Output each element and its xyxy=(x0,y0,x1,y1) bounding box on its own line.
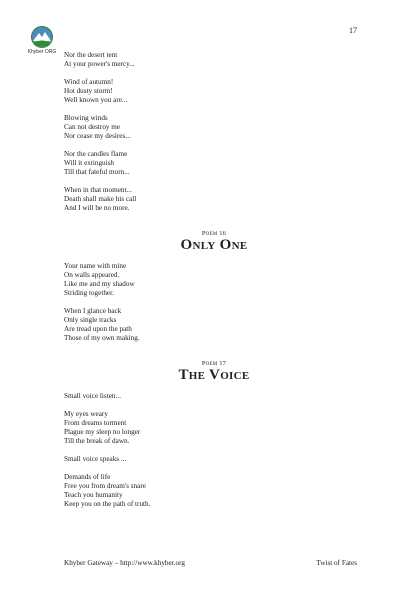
poem-line: Plague my sleep no longer xyxy=(64,428,141,436)
poem-line: When I glance back xyxy=(64,307,122,315)
stanza xyxy=(64,455,364,464)
poem-title: Only One xyxy=(180,237,248,253)
page-number: 17 xyxy=(349,26,357,35)
poem-line: Free you from dream's snare xyxy=(64,482,146,490)
stanza xyxy=(64,410,364,446)
poem-line: Your name with mine xyxy=(64,262,127,270)
poem-line: When in that moment... xyxy=(64,186,132,194)
logo xyxy=(22,26,62,55)
stanza xyxy=(64,307,364,343)
poem-line: Nor cease my desires... xyxy=(64,132,131,140)
poem-line: Keep you on the path of truth. xyxy=(64,500,151,508)
stanza xyxy=(64,114,364,141)
poem-line: Can not destroy me xyxy=(64,123,121,131)
stanza xyxy=(64,150,364,177)
poem-line: And I will be no more. xyxy=(64,204,130,212)
poem-line: Those of my own making. xyxy=(64,334,140,342)
stanza xyxy=(64,392,364,401)
page-content xyxy=(64,51,364,509)
stanza xyxy=(64,78,364,105)
poem-line: Blowing winds xyxy=(64,114,108,122)
poem-line: Death shall make his call xyxy=(64,195,137,203)
poem-line: Well known you are... xyxy=(64,96,128,104)
poem-line: Striding together. xyxy=(64,289,114,297)
poem-title: The Voice xyxy=(178,367,250,383)
poem-label: Poem 16 xyxy=(201,230,227,237)
poem-line: Nor the candles flame xyxy=(64,150,128,158)
stanza xyxy=(64,186,364,213)
poem-16-body xyxy=(64,262,364,343)
stanza xyxy=(64,473,364,509)
poem-line: Are tread upon the path xyxy=(64,325,132,333)
poem-line: Hot dusty storm! xyxy=(64,87,113,95)
poem-line: On walls appeared. xyxy=(64,271,120,279)
poem-line: Teach you humanity xyxy=(64,491,123,499)
poem-line: From dreams torment xyxy=(64,419,127,427)
poem-line: Wind of autumn! xyxy=(64,78,114,86)
poem-label: Poem 17 xyxy=(201,360,227,367)
poem-continuation xyxy=(64,51,364,213)
poem-line: Small voice listen... xyxy=(64,392,121,400)
poem-17-body xyxy=(64,392,364,509)
poem-line: Will it extinguish xyxy=(64,159,115,167)
footer-site: Khyber Gateway – http://www.khyber.org xyxy=(64,559,185,567)
mountain-logo-icon xyxy=(31,26,53,48)
poem-line: Only single tracks xyxy=(64,316,117,324)
poem-line: Demands of life xyxy=(64,473,111,481)
poem-line: Small voice speaks ... xyxy=(64,455,127,463)
poem-line: Till that fateful morn... xyxy=(64,168,130,176)
poem-line: Till the break of dawn. xyxy=(64,437,130,445)
stanza xyxy=(64,262,364,298)
poem-17-header xyxy=(64,359,364,383)
stanza xyxy=(64,51,364,69)
footer-book-title: Twist of Fates xyxy=(316,559,357,567)
poem-line: Nor the desert tent xyxy=(64,51,118,59)
poem-line: At your power's mercy... xyxy=(64,60,135,68)
poem-line: My eyes weary xyxy=(64,410,108,418)
poem-16-header xyxy=(64,229,364,253)
poem-line: Like me and my shadow xyxy=(64,280,135,288)
logo-text: Khyber ORG xyxy=(27,49,57,55)
